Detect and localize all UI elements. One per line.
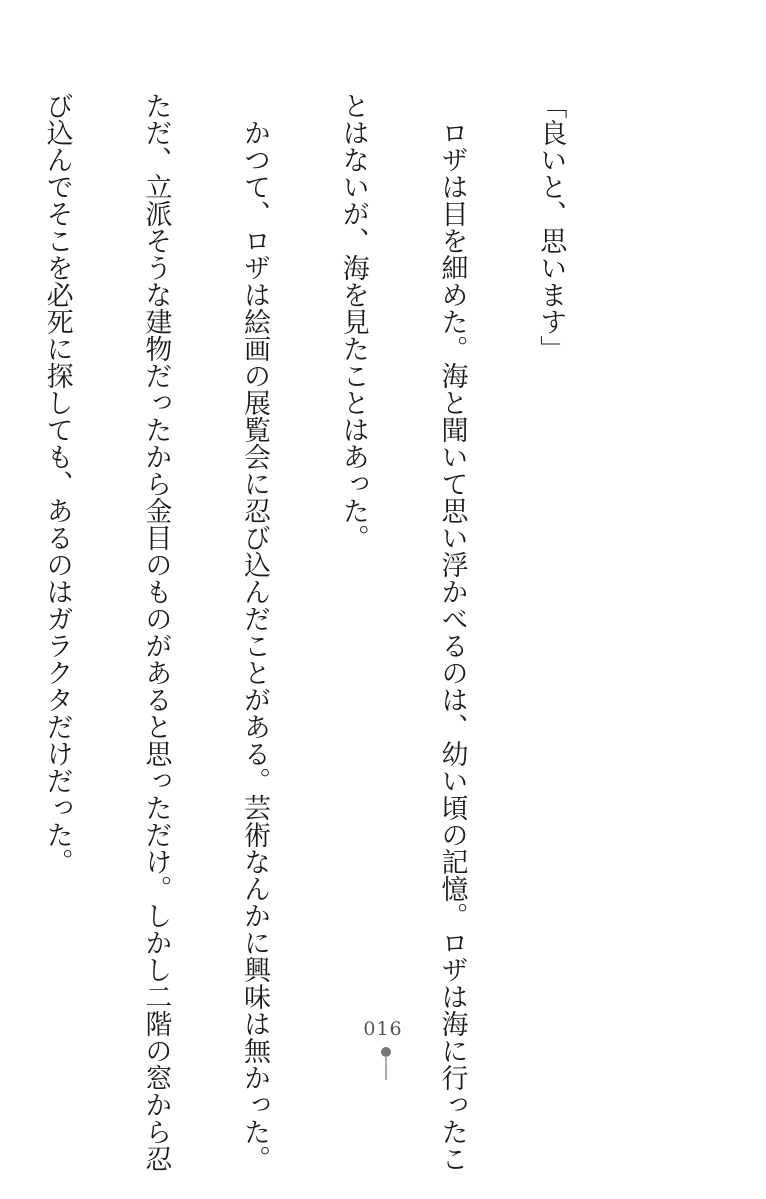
page-ornament-line [385,1056,387,1080]
text-line: ただ、立派そうな建物だったから金目のものがあると思っただけ。しかし二階の窓から忍 [140,92,172,1172]
text-line: 「良いと、思います」 [535,92,567,362]
text-line: とはないが、海を見たことはあった。 [337,92,369,551]
page-number: 016 [363,1018,403,1040]
text-line: び込んでそこを必死に探しても、あるのはガラクタだけだった。 [41,92,73,875]
page-footer [0,1000,766,1080]
text-line: かつて、ロザは絵画の展覧会に忍び込んだことがある。芸術なんかに興味は無かった。 [239,92,271,1172]
text-line: ロザは目を細めた。海と聞いて思い浮かべるのは、幼い頃の記憶。ロザは海に行ったこ [436,92,468,1172]
